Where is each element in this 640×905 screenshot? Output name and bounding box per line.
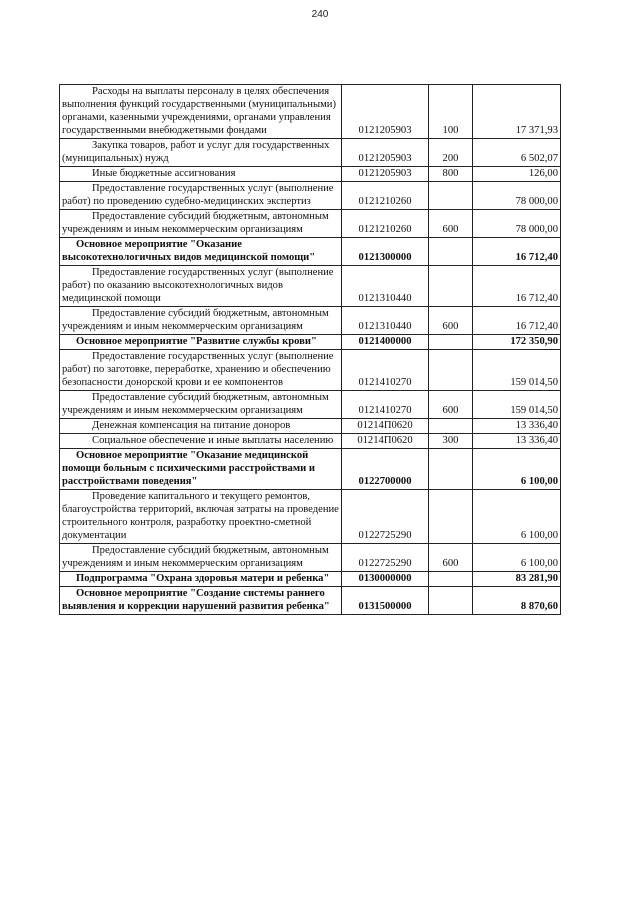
table-row — [60, 307, 561, 335]
row-name: Денежная компенсация на питание доноров — [60, 419, 342, 434]
row-name: Основное мероприятие "Оказание медицинской помощи больным с психическими расстройствами и расстройствами поведения" — [60, 449, 342, 490]
row-code: 0121205903 — [342, 85, 429, 139]
row-expense-type — [429, 419, 473, 434]
row-amount: 6 100,00 — [473, 544, 561, 572]
row-expense-type: 100 — [429, 85, 473, 139]
row-amount: 8 870,60 — [473, 587, 561, 615]
table-row — [60, 449, 561, 490]
row-name: Подпрограмма "Охрана здоровья матери и ребенка" — [60, 572, 342, 587]
row-expense-type: 600 — [429, 210, 473, 238]
row-amount: 126,00 — [473, 167, 561, 182]
table-row — [60, 419, 561, 434]
row-expense-type — [429, 182, 473, 210]
page-number: 240 — [311, 9, 329, 20]
row-amount: 16 712,40 — [473, 307, 561, 335]
row-amount: 159 014,50 — [473, 350, 561, 391]
row-expense-type — [429, 335, 473, 350]
row-code: 0121205903 — [342, 167, 429, 182]
table-row — [60, 210, 561, 238]
table-row — [60, 490, 561, 544]
row-amount: 6 100,00 — [473, 449, 561, 490]
row-amount: 6 100,00 — [473, 490, 561, 544]
table-row — [60, 434, 561, 449]
row-expense-type: 200 — [429, 139, 473, 167]
row-amount: 13 336,40 — [473, 434, 561, 449]
row-code: 0121205903 — [342, 139, 429, 167]
table-row — [60, 572, 561, 587]
table-row — [60, 266, 561, 307]
row-code: 0122700000 — [342, 449, 429, 490]
row-code: 0121310440 — [342, 266, 429, 307]
row-name: Проведение капитального и текущего ремонтов, благоустройства территорий, включая затраты на проведение строительного контроля, разработку проектно-сметной документации — [60, 490, 342, 544]
row-expense-type — [429, 572, 473, 587]
row-amount: 78 000,00 — [473, 210, 561, 238]
row-amount: 17 371,93 — [473, 85, 561, 139]
row-amount: 172 350,90 — [473, 335, 561, 350]
row-expense-type — [429, 490, 473, 544]
row-code: 0122725290 — [342, 490, 429, 544]
row-expense-type — [429, 350, 473, 391]
row-amount: 16 712,40 — [473, 266, 561, 307]
row-expense-type: 600 — [429, 391, 473, 419]
row-code: 0131500000 — [342, 587, 429, 615]
row-code: 0121400000 — [342, 335, 429, 350]
row-name: Иные бюджетные ассигнования — [60, 167, 342, 182]
row-amount: 6 502,07 — [473, 139, 561, 167]
row-code: 0121300000 — [342, 238, 429, 266]
budget-table — [59, 84, 561, 615]
table-row — [60, 391, 561, 419]
table-row — [60, 182, 561, 210]
row-code: 0122725290 — [342, 544, 429, 572]
row-expense-type — [429, 266, 473, 307]
row-code: 0130000000 — [342, 572, 429, 587]
table-row — [60, 544, 561, 572]
table-row — [60, 335, 561, 350]
row-expense-type — [429, 449, 473, 490]
row-name: Закупка товаров, работ и услуг для государственных (муниципальных) нужд — [60, 139, 342, 167]
table-row — [60, 139, 561, 167]
table-row — [60, 350, 561, 391]
row-name: Основное мероприятие "Оказание высокотехнологичных видов медицинской помощи" — [60, 238, 342, 266]
row-name: Основное мероприятие "Развитие службы крови" — [60, 335, 342, 350]
row-code: 0121310440 — [342, 307, 429, 335]
row-code: 01214П0620 — [342, 419, 429, 434]
row-expense-type: 600 — [429, 544, 473, 572]
row-code: 0121410270 — [342, 391, 429, 419]
row-amount: 83 281,90 — [473, 572, 561, 587]
row-name: Предоставление субсидий бюджетным, автономным учреждениям и иным некоммерческим организациям — [60, 210, 342, 238]
row-code: 0121410270 — [342, 350, 429, 391]
row-expense-type: 800 — [429, 167, 473, 182]
table-row — [60, 587, 561, 615]
row-name: Предоставление субсидий бюджетным, автономным учреждениям и иным некоммерческим организациям — [60, 391, 342, 419]
row-expense-type — [429, 238, 473, 266]
table-row — [60, 167, 561, 182]
row-expense-type — [429, 587, 473, 615]
row-name: Социальное обеспечение и иные выплаты населению — [60, 434, 342, 449]
row-code: 0121210260 — [342, 210, 429, 238]
row-code: 0121210260 — [342, 182, 429, 210]
row-name: Предоставление субсидий бюджетным, автономным учреждениям и иным некоммерческим организациям — [60, 544, 342, 572]
row-expense-type: 300 — [429, 434, 473, 449]
row-amount: 16 712,40 — [473, 238, 561, 266]
row-name: Основное мероприятие "Создание системы раннего выявления и коррекции нарушений развития ребенка" — [60, 587, 342, 615]
row-code: 01214П0620 — [342, 434, 429, 449]
row-expense-type: 600 — [429, 307, 473, 335]
table-row — [60, 238, 561, 266]
table-row — [60, 85, 561, 139]
row-name: Предоставление субсидий бюджетным, автономным учреждениям и иным некоммерческим организациям — [60, 307, 342, 335]
row-name: Расходы на выплаты персоналу в целях обеспечения выполнения функций государственными (муниципальными) органами, казенными учреждениями, органами управления государственными внебюджетными фондами — [60, 85, 342, 139]
row-amount: 159 014,50 — [473, 391, 561, 419]
row-name: Предоставление государственных услуг (выполнение работ) по оказанию высокотехнологичных видов медицинской помощи — [60, 266, 342, 307]
row-name: Предоставление государственных услуг (выполнение работ) по заготовке, переработке, хранению и обеспечению безопасности донорской крови и ее компонентов — [60, 350, 342, 391]
row-amount: 13 336,40 — [473, 419, 561, 434]
row-name: Предоставление государственных услуг (выполнение работ) по проведению судебно-медицинских экспертиз — [60, 182, 342, 210]
row-amount: 78 000,00 — [473, 182, 561, 210]
